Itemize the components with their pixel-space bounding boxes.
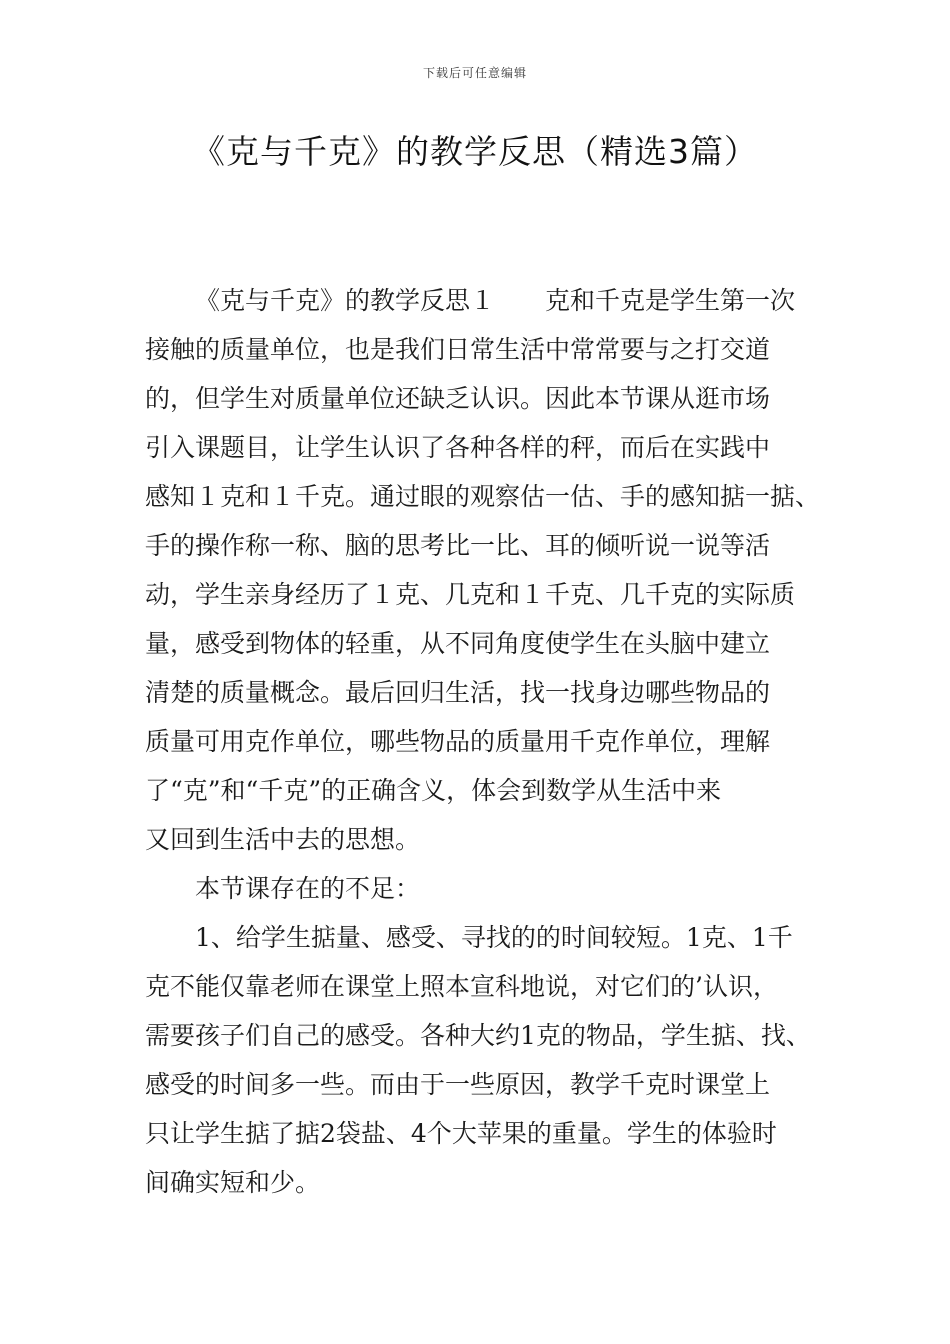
paragraph-line: 感知１克和１千克。通过眼的观察估一估、手的感知掂一掂、 <box>145 482 821 511</box>
paragraph-line: 《克与千克》的教学反思１ 克和千克是学生第一次 <box>195 286 796 315</box>
paragraph-line: 引入课题目，让学生认识了各种各样的秤，而后在实践中 <box>145 433 771 462</box>
paragraph-line: 清楚的质量概念。最后回归生活，找一找身边哪些物品的 <box>145 678 771 707</box>
document-body <box>145 276 821 1207</box>
paragraph-line: 需要孩子们自己的感受。各种大约1克的物品，学生掂、找、 <box>145 1021 811 1050</box>
paragraph-line: 感受的时间多一些。而由于一些原因，教学千克时课堂上 <box>145 1070 771 1099</box>
paragraph-line: 的，但学生对质量单位还缺乏认识。因此本节课从逛市场 <box>145 384 771 413</box>
paragraph-line: 又回到生活中去的思想。 <box>145 825 421 854</box>
paragraph-line: 动，学生亲身经历了１克、几克和１千克、几千克的实际质 <box>145 580 796 609</box>
paragraph-line: 本节课存在的不足： <box>195 874 421 903</box>
header-note: 下载后可任意编辑 <box>422 66 527 80</box>
paragraph-line: 间确实短和少。 <box>145 1168 321 1197</box>
paragraph-line: 手的操作称一称、脑的思考比一比、耳的倾听说一说等活 <box>145 531 771 560</box>
paragraph-line: 接触的质量单位，也是我们日常生活中常常要与之打交道 <box>145 335 771 364</box>
paragraph-line: 量，感受到物体的轻重，从不同角度使学生在头脑中建立 <box>145 629 771 658</box>
paragraph-line: 质量可用克作单位，哪些物品的质量用千克作单位，理解 <box>145 727 771 756</box>
document-title: 《克与千克》的教学反思（精选3篇） <box>192 132 758 171</box>
paragraph-line: 1、给学生掂量、感受、寻找的的时间较短。1克、1千 <box>195 923 793 952</box>
paragraph-line: 克不能仅靠老师在课堂上照本宣科地说，对它们的’认识， <box>145 972 778 1001</box>
paragraph-line: 只让学生掂了掂2袋盐、4个大苹果的重量。学生的体验时 <box>145 1119 777 1148</box>
paragraph-line: 了“克”和“千克”的正确含义，体会到数学从生活中来 <box>145 776 722 805</box>
